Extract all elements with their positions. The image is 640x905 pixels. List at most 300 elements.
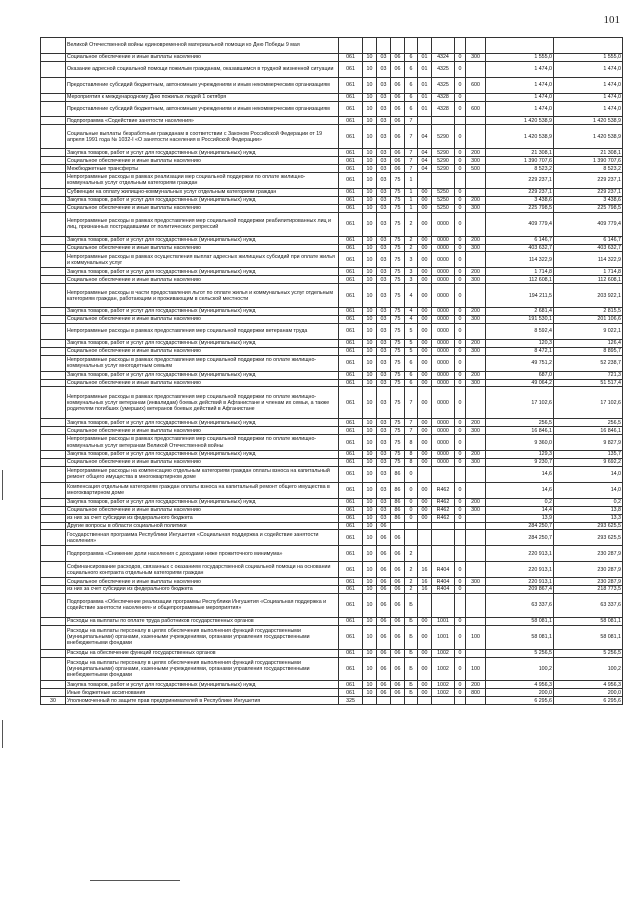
extra-code-cell: 0: [455, 339, 466, 347]
admin-code-cell: 061: [339, 236, 363, 244]
amount-year2-cell: 8 895,7: [554, 347, 623, 355]
direction-code-cell: R462: [432, 498, 455, 506]
admin-code-cell: 061: [339, 196, 363, 204]
program-code-cell: 06: [391, 53, 405, 61]
amount-year2-cell: 403 632,7: [554, 244, 623, 252]
expense-type-cell: 500: [466, 165, 486, 173]
subprogram-code-cell: Б: [405, 689, 418, 697]
table-row: [41, 435, 623, 451]
activity-code-cell: 01: [418, 61, 432, 77]
item-name-cell: Социальное обеспечение и иные выплаты населению: [66, 578, 339, 586]
subsection-code-cell: 03: [377, 427, 391, 435]
direction-code-cell: [432, 173, 455, 189]
activity-code-cell: 00: [418, 681, 432, 689]
section-code-cell: 10: [363, 681, 377, 689]
subprogram-code-cell: Б: [405, 657, 418, 681]
amount-year1-cell: 9 230,7: [486, 458, 554, 466]
subsection-code-cell: 06: [377, 522, 391, 530]
subsection-code-cell: 03: [377, 419, 391, 427]
admin-code-cell: 061: [339, 308, 363, 316]
row-number-cell: [41, 284, 66, 308]
program-code-cell: 86: [391, 514, 405, 522]
expense-type-cell: 100: [466, 657, 486, 681]
admin-code-cell: 061: [339, 451, 363, 459]
amount-year1-cell: 8 592,4: [486, 323, 554, 339]
direction-code-cell: [432, 697, 455, 705]
amount-year1-cell: 0,2: [486, 498, 554, 506]
item-name-cell: Социальное обеспечение и иные выплаты населению: [66, 458, 339, 466]
amount-year1-cell: 114 322,9: [486, 252, 554, 268]
amount-year2-cell: 135,7: [554, 451, 623, 459]
subprogram-code-cell: 6: [405, 371, 418, 379]
activity-code-cell: 00: [418, 379, 432, 387]
program-code-cell: 75: [391, 347, 405, 355]
table-row: [41, 546, 623, 562]
amount-year1-cell: 100,2: [486, 657, 554, 681]
activity-code-cell: 00: [418, 617, 432, 625]
row-number-cell: [41, 379, 66, 387]
subsection-code-cell: 06: [377, 617, 391, 625]
direction-code-cell: 0000: [432, 451, 455, 459]
item-name-cell: Социальное обеспечение и иные выплаты населению: [66, 316, 339, 324]
item-name-cell: Мероприятия к международному Дню пожилых людей 1 октября: [66, 93, 339, 101]
subsection-code-cell: 03: [377, 244, 391, 252]
subprogram-code-cell: 0: [405, 498, 418, 506]
subsection-code-cell: 03: [377, 173, 391, 189]
table-row: [41, 562, 623, 578]
program-code-cell: 75: [391, 284, 405, 308]
item-name-cell: Закупка товаров, работ и услуг для государственных (муниципальных) нужд: [66, 371, 339, 379]
subprogram-code-cell: 3: [405, 276, 418, 284]
activity-code-cell: 00: [418, 339, 432, 347]
subsection-code-cell: 06: [377, 649, 391, 657]
table-row: [41, 482, 623, 498]
admin-code-cell: 061: [339, 506, 363, 514]
direction-code-cell: 5290: [432, 157, 455, 165]
admin-code-cell: 061: [339, 53, 363, 61]
table-row: [41, 252, 623, 268]
item-name-cell: Подпрограмма «Содействие занятости населения»: [66, 117, 339, 125]
table-row: [41, 649, 623, 657]
table-row: [41, 38, 623, 54]
amount-year1-cell: 8 472,1: [486, 347, 554, 355]
amount-year2-cell: 6 295,6: [554, 697, 623, 705]
subprogram-code-cell: 4: [405, 284, 418, 308]
subsection-code-cell: 06: [377, 586, 391, 594]
expense-type-cell: 100: [466, 625, 486, 649]
row-number-cell: [41, 649, 66, 657]
extra-code-cell: [455, 522, 466, 530]
amount-year1-cell: 16 846,1: [486, 427, 554, 435]
section-code-cell: 10: [363, 236, 377, 244]
admin-code-cell: 061: [339, 371, 363, 379]
section-code-cell: 10: [363, 93, 377, 101]
admin-code-cell: 061: [339, 204, 363, 212]
amount-year1-cell: 284 250,7: [486, 530, 554, 546]
admin-code-cell: 061: [339, 625, 363, 649]
extra-code-cell: [455, 117, 466, 125]
section-code-cell: 10: [363, 276, 377, 284]
program-code-cell: 86: [391, 498, 405, 506]
program-code-cell: 75: [391, 339, 405, 347]
extra-code-cell: 0: [455, 387, 466, 419]
activity-code-cell: 00: [418, 268, 432, 276]
activity-code-cell: 00: [418, 514, 432, 522]
direction-code-cell: 5290: [432, 125, 455, 149]
program-code-cell: 06: [391, 689, 405, 697]
program-code-cell: 75: [391, 268, 405, 276]
program-code-cell: 06: [391, 530, 405, 546]
admin-code-cell: 061: [339, 617, 363, 625]
amount-year2-cell: 203 922,1: [554, 284, 623, 308]
row-number-cell: [41, 617, 66, 625]
direction-code-cell: 0000: [432, 435, 455, 451]
admin-code-cell: 061: [339, 77, 363, 93]
row-number-cell: [41, 458, 66, 466]
row-number-cell: [41, 157, 66, 165]
direction-code-cell: 4328: [432, 101, 455, 117]
direction-code-cell: [432, 546, 455, 562]
extra-code-cell: 0: [455, 562, 466, 578]
expense-type-cell: 300: [466, 578, 486, 586]
amount-year2-cell: 218 773,5: [554, 586, 623, 594]
subprogram-code-cell: Б: [405, 649, 418, 657]
section-code-cell: 10: [363, 427, 377, 435]
amount-year1-cell: 209 867,4: [486, 586, 554, 594]
section-code-cell: 10: [363, 316, 377, 324]
subprogram-code-cell: 6: [405, 355, 418, 371]
subsection-code-cell: 03: [377, 236, 391, 244]
extra-code-cell: 0: [455, 77, 466, 93]
item-name-cell: Уполномоченный по защите прав предпринимателей в Республике Ингушетия: [66, 697, 339, 705]
activity-code-cell: 04: [418, 149, 432, 157]
section-code-cell: 10: [363, 506, 377, 514]
table-row: [41, 244, 623, 252]
expense-type-cell: [466, 649, 486, 657]
extra-code-cell: 0: [455, 284, 466, 308]
row-number-cell: [41, 506, 66, 514]
program-code-cell: 75: [391, 355, 405, 371]
table-row: [41, 530, 623, 546]
amount-year2-cell: 409 779,4: [554, 212, 623, 236]
activity-code-cell: 00: [418, 387, 432, 419]
section-code-cell: 10: [363, 530, 377, 546]
program-code-cell: 06: [391, 546, 405, 562]
direction-code-cell: [432, 530, 455, 546]
subprogram-code-cell: 7: [405, 149, 418, 157]
admin-code-cell: 061: [339, 188, 363, 196]
subprogram-code-cell: [405, 522, 418, 530]
subsection-code-cell: 06: [377, 593, 391, 617]
program-code-cell: 75: [391, 236, 405, 244]
expense-type-cell: 200: [466, 498, 486, 506]
row-number-cell: [41, 419, 66, 427]
amount-year2-cell: 51 517,4: [554, 379, 623, 387]
table-row: [41, 586, 623, 594]
extra-code-cell: 0: [455, 323, 466, 339]
direction-code-cell: 4325: [432, 61, 455, 77]
admin-code-cell: 061: [339, 347, 363, 355]
section-code-cell: 10: [363, 625, 377, 649]
item-name-cell: Закупка товаров, работ и услуг для государственных (муниципальных) нужд: [66, 196, 339, 204]
row-number-cell: [41, 196, 66, 204]
table-row: [41, 53, 623, 61]
direction-code-cell: 0000: [432, 379, 455, 387]
program-code-cell: 86: [391, 506, 405, 514]
direction-code-cell: 0000: [432, 244, 455, 252]
extra-code-cell: 0: [455, 61, 466, 77]
row-number-cell: [41, 173, 66, 189]
program-code-cell: 06: [391, 586, 405, 594]
subprogram-code-cell: 1: [405, 173, 418, 189]
subprogram-code-cell: 6: [405, 77, 418, 93]
section-code-cell: 10: [363, 617, 377, 625]
item-name-cell: Социальное обеспечение и иные выплаты населению: [66, 53, 339, 61]
scan-mark: [90, 880, 180, 881]
subsection-code-cell: 06: [377, 530, 391, 546]
extra-code-cell: [455, 466, 466, 482]
section-code-cell: 10: [363, 252, 377, 268]
subprogram-code-cell: 3: [405, 268, 418, 276]
admin-code-cell: 061: [339, 101, 363, 117]
table-row: [41, 379, 623, 387]
amount-year2-cell: 230 287,9: [554, 562, 623, 578]
admin-code-cell: 061: [339, 435, 363, 451]
item-name-cell: Закупка товаров, работ и услуг для государственных (муниципальных) нужд: [66, 681, 339, 689]
direction-code-cell: [432, 466, 455, 482]
amount-year1-cell: 58 081,1: [486, 625, 554, 649]
subsection-code-cell: 06: [377, 657, 391, 681]
section-code-cell: 10: [363, 117, 377, 125]
scan-mark: [2, 470, 3, 500]
section-code-cell: [363, 38, 377, 54]
direction-code-cell: 0000: [432, 276, 455, 284]
item-name-cell: Расходы на обеспечение функций государственных органов: [66, 649, 339, 657]
expense-type-cell: [466, 522, 486, 530]
activity-code-cell: 00: [418, 371, 432, 379]
table-row: [41, 323, 623, 339]
page-number: 101: [603, 14, 620, 26]
amount-year1-cell: 49 064,2: [486, 379, 554, 387]
row-number-cell: [41, 323, 66, 339]
section-code-cell: 10: [363, 593, 377, 617]
subsection-code-cell: 03: [377, 308, 391, 316]
direction-code-cell: 5250: [432, 204, 455, 212]
table-row: [41, 212, 623, 236]
subsection-code-cell: 03: [377, 276, 391, 284]
extra-code-cell: 0: [455, 506, 466, 514]
amount-year2-cell: 21 308,1: [554, 149, 623, 157]
row-number-cell: [41, 657, 66, 681]
section-code-cell: 10: [363, 514, 377, 522]
amount-year1-cell: 2 681,4: [486, 308, 554, 316]
row-number-cell: [41, 546, 66, 562]
extra-code-cell: 0: [455, 347, 466, 355]
subprogram-code-cell: 6: [405, 379, 418, 387]
table-row: [41, 117, 623, 125]
amount-year2-cell: 1 474,0: [554, 77, 623, 93]
subsection-code-cell: [377, 697, 391, 705]
activity-code-cell: [418, 173, 432, 189]
activity-code-cell: [418, 38, 432, 54]
amount-year1-cell: 194 211,5: [486, 284, 554, 308]
expense-type-cell: [466, 355, 486, 371]
amount-year2-cell: 0,2: [554, 498, 623, 506]
amount-year2-cell: 201 106,6: [554, 316, 623, 324]
expense-type-cell: [466, 387, 486, 419]
subsection-code-cell: 03: [377, 268, 391, 276]
activity-code-cell: 00: [418, 625, 432, 649]
direction-code-cell: R462: [432, 506, 455, 514]
extra-code-cell: 0: [455, 657, 466, 681]
expense-type-cell: 200: [466, 268, 486, 276]
item-name-cell: Закупка товаров, работ и услуг для государственных (муниципальных) нужд: [66, 419, 339, 427]
table-row: [41, 625, 623, 649]
program-code-cell: 06: [391, 117, 405, 125]
table-row: [41, 276, 623, 284]
amount-year1-cell: 1 420 538,9: [486, 125, 554, 149]
activity-code-cell: 16: [418, 586, 432, 594]
program-code-cell: 75: [391, 276, 405, 284]
activity-code-cell: 00: [418, 498, 432, 506]
item-name-cell: Компенсация отдельным категориям граждан оплаты взноса на капитальный ремонт общего имущества в многоквартирном доме: [66, 482, 339, 498]
table-row: [41, 125, 623, 149]
item-name-cell: Подпрограмма «Снижение доли населения с доходами ниже прожиточного минимума»: [66, 546, 339, 562]
admin-code-cell: 061: [339, 149, 363, 157]
row-number-cell: [41, 308, 66, 316]
row-number-cell: [41, 593, 66, 617]
expense-type-cell: [466, 212, 486, 236]
table-row: [41, 427, 623, 435]
extra-code-cell: 0: [455, 514, 466, 522]
admin-code-cell: 061: [339, 419, 363, 427]
extra-code-cell: [455, 546, 466, 562]
table-row: [41, 689, 623, 697]
extra-code-cell: 0: [455, 308, 466, 316]
admin-code-cell: 061: [339, 498, 363, 506]
subsection-code-cell: 03: [377, 101, 391, 117]
subprogram-code-cell: 1: [405, 188, 418, 196]
item-name-cell: Непрограммные расходы в части предоставления льгот по оплате жилья и коммунальных услуг отдельным категориям граждан, работающим и проживающим в сельской местности: [66, 284, 339, 308]
item-name-cell: Расходы на выплаты персоналу в целях обеспечения выполнения функций государственными (муниципальными) органами, казенными учреждениями, органами управления государственными внебюджетными фондами: [66, 625, 339, 649]
amount-year2-cell: 16 846,1: [554, 427, 623, 435]
item-name-cell: Закупка товаров, работ и услуг для государственных (муниципальных) нужд: [66, 451, 339, 459]
direction-code-cell: 4328: [432, 93, 455, 101]
item-name-cell: Непрограммные расходы в рамках предоставления мер социальной поддержки по оплате жилищно-коммунальных услуг многодетным семьям: [66, 355, 339, 371]
item-name-cell: Расходы на выплаты персоналу в целях обеспечения выполнения функций государственными (муниципальными) органами, казенными учреждениями, органами управления государственными внебюджетными фондами: [66, 657, 339, 681]
admin-code-cell: 061: [339, 212, 363, 236]
amount-year1-cell: 687,0: [486, 371, 554, 379]
subsection-code-cell: 06: [377, 681, 391, 689]
subprogram-code-cell: Б: [405, 617, 418, 625]
amount-year2-cell: 8 523,2: [554, 165, 623, 173]
subprogram-code-cell: [405, 530, 418, 546]
section-code-cell: 10: [363, 61, 377, 77]
admin-code-cell: 061: [339, 125, 363, 149]
table-row: [41, 419, 623, 427]
amount-year2-cell: 229 237,1: [554, 188, 623, 196]
admin-code-cell: 061: [339, 387, 363, 419]
direction-code-cell: 0000: [432, 347, 455, 355]
expense-type-cell: [466, 93, 486, 101]
direction-code-cell: 0000: [432, 252, 455, 268]
subprogram-code-cell: 0: [405, 482, 418, 498]
item-name-cell: Социальное обеспечение и иные выплаты населению: [66, 427, 339, 435]
program-code-cell: 06: [391, 617, 405, 625]
direction-code-cell: 0000: [432, 236, 455, 244]
table-row: [41, 308, 623, 316]
activity-code-cell: 01: [418, 101, 432, 117]
subsection-code-cell: 03: [377, 371, 391, 379]
subprogram-code-cell: 0: [405, 506, 418, 514]
direction-code-cell: 0000: [432, 323, 455, 339]
direction-code-cell: [432, 38, 455, 54]
item-name-cell: Софинансирование расходов, связанных с оказанием государственной социальной помощи на основании социального контракта отдельным категориям граждан: [66, 562, 339, 578]
row-number-cell: [41, 149, 66, 157]
section-code-cell: 10: [363, 546, 377, 562]
extra-code-cell: 0: [455, 498, 466, 506]
amount-year2-cell: 126,4: [554, 339, 623, 347]
program-code-cell: 06: [391, 125, 405, 149]
extra-code-cell: 0: [455, 427, 466, 435]
item-name-cell: Оказание адресной социальной помощи пожилым гражданам, оказавшимся в трудной жизненной ситуации: [66, 61, 339, 77]
program-code-cell: 75: [391, 379, 405, 387]
activity-code-cell: 00: [418, 244, 432, 252]
table-row: [41, 165, 623, 173]
program-code-cell: [391, 697, 405, 705]
amount-year1-cell: 403 632,7: [486, 244, 554, 252]
expense-type-cell: 600: [466, 77, 486, 93]
direction-code-cell: 0000: [432, 308, 455, 316]
item-name-cell: Непрограммные расходы в рамках осуществления выплат адресных жилищных субсидий при оплате жилья и коммунальных услуг: [66, 252, 339, 268]
expense-type-cell: 300: [466, 157, 486, 165]
admin-code-cell: 061: [339, 244, 363, 252]
table-row: [41, 617, 623, 625]
expense-type-cell: 200: [466, 196, 486, 204]
activity-code-cell: 00: [418, 323, 432, 339]
section-code-cell: 10: [363, 419, 377, 427]
program-code-cell: 86: [391, 466, 405, 482]
amount-year2-cell: 9 022,1: [554, 323, 623, 339]
admin-code-cell: 061: [339, 117, 363, 125]
admin-code-cell: 061: [339, 268, 363, 276]
activity-code-cell: [418, 546, 432, 562]
extra-code-cell: 0: [455, 276, 466, 284]
activity-code-cell: 00: [418, 276, 432, 284]
subprogram-code-cell: 2: [405, 244, 418, 252]
admin-code-cell: 061: [339, 427, 363, 435]
amount-year1-cell: 13,9: [486, 514, 554, 522]
section-code-cell: 10: [363, 522, 377, 530]
amount-year1-cell: 17 102,6: [486, 387, 554, 419]
direction-code-cell: 5290: [432, 149, 455, 157]
extra-code-cell: 0: [455, 244, 466, 252]
section-code-cell: 10: [363, 466, 377, 482]
section-code-cell: 10: [363, 451, 377, 459]
extra-code-cell: 0: [455, 316, 466, 324]
subprogram-code-cell: 6: [405, 101, 418, 117]
item-name-cell: Расходы на выплаты по оплате труда работников государственных органов: [66, 617, 339, 625]
amount-year1-cell: 220 913,1: [486, 562, 554, 578]
activity-code-cell: 01: [418, 93, 432, 101]
amount-year1-cell: 49 751,2: [486, 355, 554, 371]
section-code-cell: 10: [363, 387, 377, 419]
amount-year2-cell: 1 390 707,6: [554, 157, 623, 165]
extra-code-cell: 0: [455, 268, 466, 276]
subsection-code-cell: 03: [377, 284, 391, 308]
table-row: [41, 498, 623, 506]
section-code-cell: 10: [363, 212, 377, 236]
